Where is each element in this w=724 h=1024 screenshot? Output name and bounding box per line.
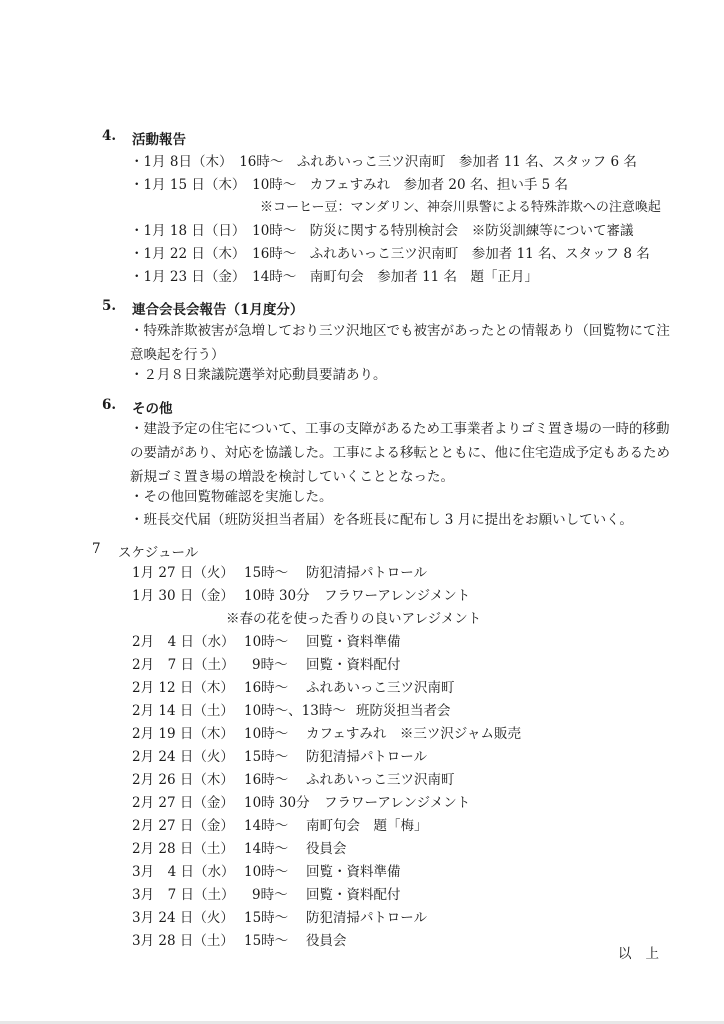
other-item: ・建設予定の住宅について、工事の支障があるため工事業者よりゴミ置き場の一時的移動の要請があり、対応を協議した。工事による移転とともに、他に住宅造成予定もあるため新規ゴミ置き場の増設を検討していくこととなった。 [130, 421, 670, 485]
section-6-number: 6. [102, 397, 117, 413]
schedule-desc: 防犯清掃パトロール [306, 565, 427, 581]
schedule-date: 2月 19 日（木） [132, 726, 234, 742]
schedule-time: 9時～ [252, 887, 288, 903]
schedule-date: 1月 30 日（金） [132, 588, 234, 604]
schedule-time: 16時～ [244, 680, 289, 696]
schedule-time: 10時～、13時～ [244, 703, 346, 719]
schedule-desc: 班防災担当者会 [356, 703, 451, 719]
schedule-date: 3月 24 日（火） [132, 910, 234, 926]
other-item: ・班長交代届（班防災担当者届）を各班長に配布し 3 月に提出をお願いしていく。 [130, 512, 633, 528]
section-7-number: 7 [92, 541, 101, 557]
schedule-row [132, 771, 455, 789]
schedule-desc: ふれあいっこ三ツ沢南町 [306, 772, 455, 788]
schedule-row [132, 794, 470, 812]
section-7-heading: スケジュール [118, 545, 199, 561]
schedule-date: 2月 27 日（金） [132, 818, 234, 834]
schedule-time: 10時～ [244, 726, 289, 742]
activity-note: ※コーヒー豆：マンダリン、神奈川県警による特殊詐欺への注意喚起 [260, 200, 661, 215]
schedule-date: 2月 14 日（土） [132, 703, 234, 719]
schedule-row [132, 633, 401, 651]
schedule-note: ※春の花を使った香りの良いアレジメント [226, 611, 482, 627]
closing-mark: 以上 [618, 946, 673, 962]
council-report-item: ・特殊詐欺被害が急増しており三ツ沢地区でも被害があったとの情報あり（回覧物にて注意喚起を行う） [130, 323, 670, 363]
schedule-row [132, 863, 401, 881]
schedule-desc: カフェすみれ ※三ツ沢ジャム販売 [306, 726, 522, 742]
schedule-time: 10時～ [244, 634, 289, 650]
schedule-row [132, 679, 455, 697]
schedule-row [132, 840, 347, 858]
schedule-row [132, 817, 428, 835]
schedule-desc: 回覧・資料配付 [306, 887, 401, 903]
schedule-row [132, 909, 427, 927]
schedule-date: 2月 27 日（金） [132, 795, 234, 811]
schedule-time: 15時～ [244, 933, 289, 949]
other-item: ・その他回覧物確認を実施した。 [130, 489, 333, 505]
schedule-time: 9時～ [252, 657, 288, 673]
council-report-item: ・２月８日衆議院選挙対応動員要請あり。 [130, 367, 387, 383]
schedule-time: 10時 30分 [244, 588, 310, 604]
section-4-number: 4. [102, 128, 117, 144]
schedule-time: 14時～ [244, 841, 289, 857]
schedule-desc: 防犯清掃パトロール [306, 749, 427, 765]
schedule-date: 2月 26 日（木） [132, 772, 234, 788]
schedule-time: 10時～ [244, 864, 289, 880]
activity-item: ・1月 18 日（日） 10時～ 防災に関する特別検討会 ※防災訓練等について審議 [130, 223, 634, 239]
schedule-date: 2月 7 日（土） [132, 657, 235, 673]
schedule-date: 3月 28 日（土） [132, 933, 234, 949]
schedule-time: 16時～ [244, 772, 289, 788]
schedule-date: 3月 7 日（土） [132, 887, 235, 903]
schedule-date: 1月 27 日（火） [132, 565, 234, 581]
schedule-desc: フラワーアレンジメント [324, 795, 471, 811]
schedule-time: 15時～ [244, 565, 289, 581]
schedule-date: 2月 12 日（木） [132, 680, 234, 696]
activity-item: ・1月 22 日（木） 16時～ ふれあいっこ三ツ沢南町 参加者 11 名、スタッフ 8 名 [130, 246, 650, 262]
schedule-time: 10時 30分 [244, 795, 310, 811]
schedule-time: 15時～ [244, 910, 289, 926]
schedule-desc: 役員会 [306, 841, 347, 857]
schedule-desc: 回覧・資料配付 [306, 657, 401, 673]
section-4-heading: 活動報告 [132, 132, 186, 148]
activity-item: ・1月 8日（木） 16時～ ふれあいっこ三ツ沢南町 参加者 11 名、スタッフ 6 名 [130, 154, 637, 170]
schedule-date: 2月 24 日（火） [132, 749, 234, 765]
schedule-time: 15時～ [244, 749, 289, 765]
schedule-row [132, 656, 401, 674]
schedule-desc: 防犯清掃パトロール [306, 910, 427, 926]
activity-item: ・1月 23 日（金） 14時～ 南町句会 参加者 11 名 題「正月」 [130, 269, 539, 285]
schedule-desc: ふれあいっこ三ツ沢南町 [306, 680, 455, 696]
section-5-number: 5. [102, 298, 117, 314]
schedule-desc: 南町句会 題「梅」 [306, 818, 428, 834]
section-6-heading: その他 [132, 401, 173, 417]
schedule-date: 2月 28 日（土） [132, 841, 234, 857]
schedule-row [132, 702, 451, 720]
schedule-desc: フラワーアレンジメント [324, 588, 471, 604]
schedule-desc: 回覧・資料準備 [306, 634, 401, 650]
section-5-heading: 連合会長会報告（1月度分） [132, 302, 304, 318]
schedule-row [132, 587, 470, 605]
schedule-desc: 役員会 [306, 933, 347, 949]
schedule-row [132, 564, 427, 582]
schedule-date: 3月 4 日（水） [132, 864, 235, 880]
schedule-row [132, 886, 401, 904]
schedule-date: 2月 4 日（水） [132, 634, 235, 650]
schedule-time: 14時～ [244, 818, 289, 834]
activity-item: ・1月 15 日（木） 10時～ カフェすみれ 参加者 20 名、担い手 5 名 [130, 177, 569, 193]
schedule-row [132, 748, 427, 766]
schedule-desc: 回覧・資料準備 [306, 864, 401, 880]
schedule-row [132, 725, 521, 743]
schedule-row [132, 932, 347, 950]
